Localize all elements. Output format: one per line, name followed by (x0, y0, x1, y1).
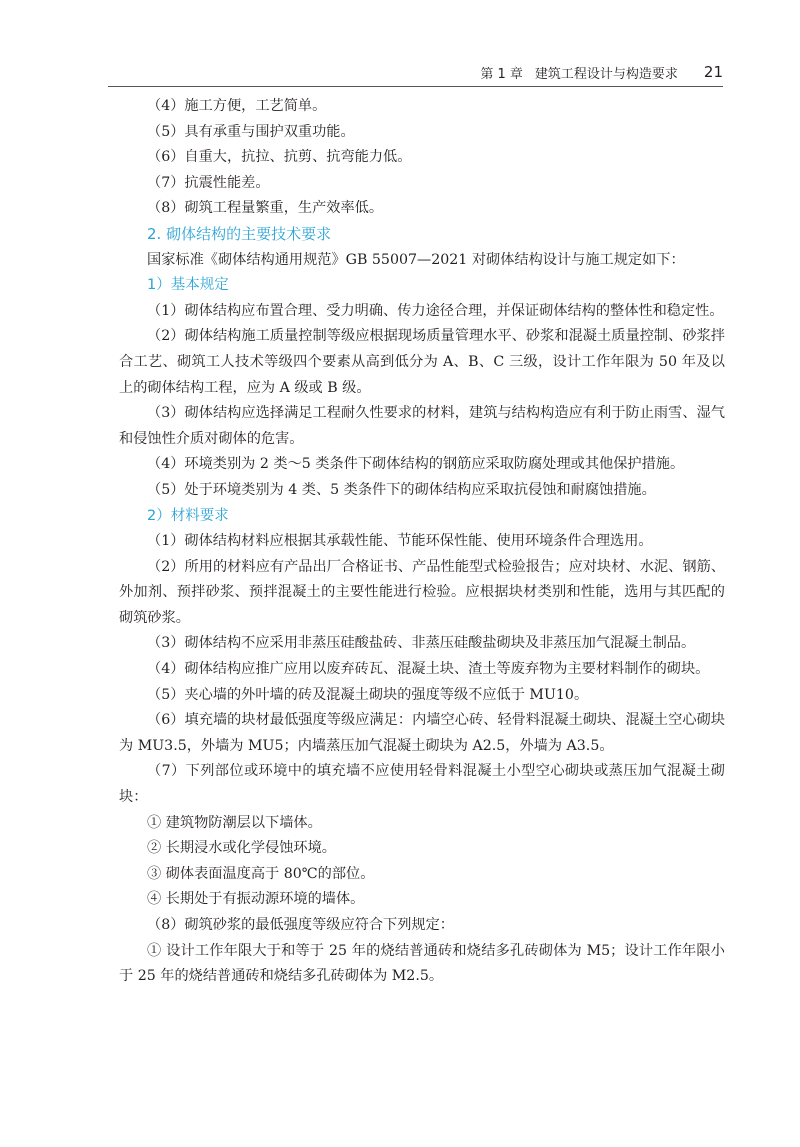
paragraph: 国家标准《砌体结构通用规范》GB 55007—2021 对砌体结构设计与施工规定如下： (147, 251, 685, 268)
list-item: ① 设计工作年限大于和等于 25 年的烧结普通砖和烧结多孔砖砌体为 M5；设计工作年限小于 25 年的烧结普通砖和烧结多孔砖砌体为 M2.5。 (119, 942, 725, 985)
paragraph: （4）施工方便，工艺简单。 (147, 98, 327, 114)
paragraph: （3）砌体结构应选择满足工程耐久性要求的材料，建筑与结构构造应有利于防止雨雪、湿气和侵蚀性介质对砌体的危害。 (119, 405, 725, 447)
paragraph: （6）填充墙的块材最低强度等级应满足：内墙空心砖、轻骨料混凝土砌块、混凝土空心砌块为 MU3.5，外墙为 MU5；内墙蒸压加气混凝土砌块为 A2.5，外墙为 A3.5。 (119, 712, 725, 754)
chapter-title: 建筑工程设计与构造要求 (534, 66, 678, 82)
paragraph: （7）下列部位或环境中的填充墙不应使用轻骨料混凝土小型空心砌块或蒸压加气混凝土砌块： (119, 763, 725, 806)
paragraph: （5）具有承重与围护双重功能。 (147, 123, 355, 140)
list-item: ④ 长期处于有振动源环境的墙体。 (147, 891, 365, 908)
subsection-heading: 2）材料要求 (147, 507, 229, 524)
paragraph: （6）自重大，抗拉、抗剪、抗弯能力低。 (147, 149, 412, 166)
header-divider (108, 86, 723, 87)
paragraph: （2）所用的材料应有产品出厂合格证书、产品性能型式检验报告；应对块材、水泥、钢筋、外加剂、预拌砂浆、预拌混凝土的主要性能进行检验。应根据块材类别和性能，选用与其匹配的砌筑砂浆。 (119, 558, 725, 626)
paragraph: （8）砌筑工程量繁重，生产效率低。 (147, 200, 384, 217)
paragraph: （8）砌筑砂浆的最低强度等级应符合下列规定： (147, 917, 454, 933)
paragraph: （1）砌体结构材料应根据其承载性能、节能环保性能、使用环境条件合理选用。 (147, 533, 653, 550)
page-body (119, 94, 725, 990)
subsection-heading: 1）基本规定 (147, 277, 229, 294)
chapter-number: 第 1 章 (480, 66, 523, 82)
paragraph: （4）环境类别为 2 类～5 类条件下砌体结构的钢筋应采取防腐处理或其他保护措施。 (147, 456, 685, 473)
section-heading: 2. 砌体结构的主要技术要求 (147, 224, 332, 243)
list-item: ① 建筑物防潮层以下墙体。 (147, 814, 322, 831)
list-item: ② 长期浸水或化学侵蚀环境。 (147, 840, 336, 857)
paragraph: （5）夹心墙的外叶墙的砖及混凝土砌块的强度等级不应低于 MU10。 (147, 686, 589, 703)
paragraph: （1）砌体结构应布置合理、受力明确、传力途径合理，并保证砌体结构的整体性和稳定性。 (147, 302, 724, 319)
paragraph: （4）砌体结构应推广应用以废弃砖瓦、混凝土块、渣土等废弃物为主要材料制作的砌块。 (147, 661, 710, 678)
paragraph: （3）砌体结构不应采用非蒸压硅酸盐砖、非蒸压硅酸盐砌块及非蒸压加气混凝土制品。 (147, 635, 696, 652)
paragraph: （2）砌体结构施工质量控制等级应根据现场质量管理水平、砂浆和混凝土质量控制、砂浆拌合工艺、砌筑工人技术等级四个要素从高到低分为 A、B、C 三级，设计工作年限为 50 年及以上的砌体结构工程，应为 A 级或 B 级。 (119, 328, 725, 396)
paragraph: （5）处于环境类别为 4 类、5 类条件下的砌体结构应采取抗侵蚀和耐腐蚀措施。 (147, 481, 656, 498)
paragraph: （7）抗震性能差。 (147, 174, 270, 191)
page-number: 21 (703, 63, 723, 81)
list-item: ③ 砌体表面温度高于 80℃的部位。 (147, 865, 375, 882)
page-header (108, 60, 723, 84)
